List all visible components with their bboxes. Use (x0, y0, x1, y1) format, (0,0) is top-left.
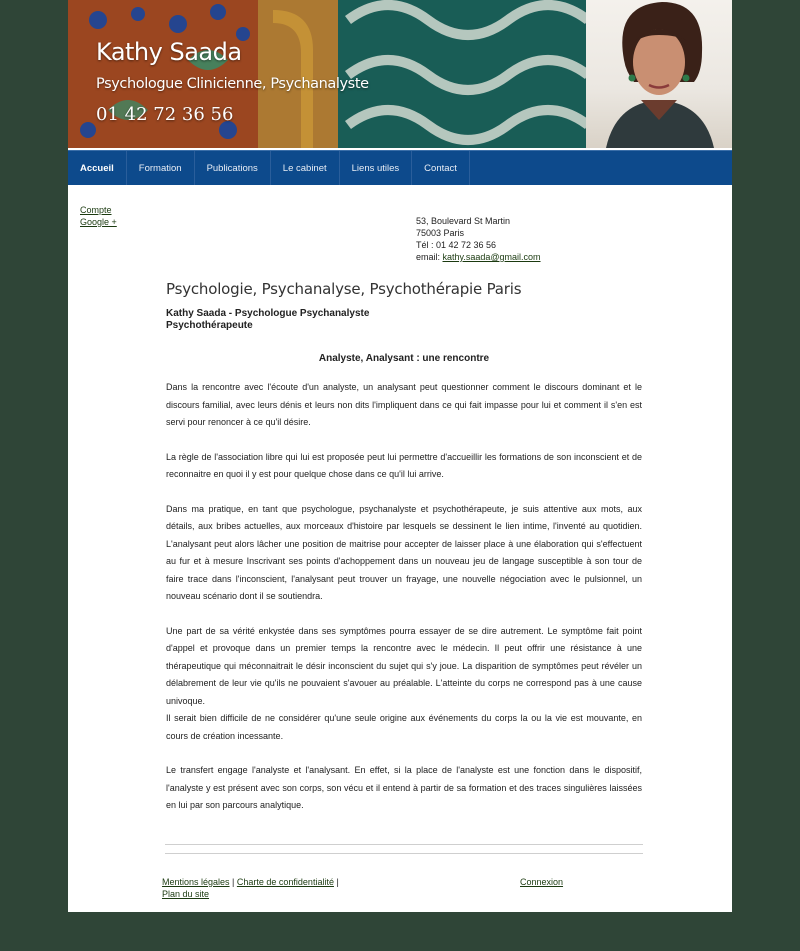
plan-du-site-link[interactable]: Plan du site (162, 889, 210, 899)
page-subtitle (166, 308, 642, 332)
page (68, 0, 732, 912)
paragraph-5: Il serait bien difficile de ne considérer qu'une seule origine aux événements du corps la ou la vie est mouvante, en cours de création incessante. (166, 713, 642, 741)
site-subtitle: Psychologue Clinicienne, Psychanalyste (96, 76, 369, 92)
nav-item-contact[interactable]: Contact (412, 151, 470, 185)
contact-address (416, 215, 541, 263)
header-banner (68, 0, 732, 148)
footer-login (520, 876, 563, 888)
main-navigation (68, 150, 732, 185)
site-name: Kathy Saada (96, 38, 242, 66)
nav-item-publications[interactable]: Publications (195, 151, 271, 185)
nav-item-formation[interactable]: Formation (127, 151, 195, 185)
connexion-link[interactable]: Connexion (520, 877, 564, 887)
paragraph-1: Dans la rencontre avec l'écoute d'un analyste, un analysant peut questionner comment le discours dominant et le discours familial, avec leurs dénis et leurs non dits l'impliquent dans ce qui fait impasse pour lui et comment il s'en est servi pour renoncer à ce qu'il désire. (166, 382, 642, 427)
address-tel: Tél : 01 42 72 36 56 (416, 240, 497, 250)
divider-top (165, 844, 643, 845)
paragraph-4: Une part de sa vérité enkystée dans ses symptômes pourra essayer de se dire autrement. Le symptôme fait point d'appel et provoque dans un premier temps la rencontre avec le médecin. Il peut offrir une résistance à une thérapeutique qui méconnaitrait le désir inconscient du sujet qui s'y joue. La disparition de symptômes peut révéler un délabrement de leur vie qu'ils ne pouvaient s'avouer au préalable. L'atteinte du corps ne correspond pas à une cause univoque. (166, 625, 642, 706)
address-street: 53, Boulevard St Martin (416, 216, 511, 226)
charte-confidentialite-link[interactable]: Charte de confidentialité (236, 877, 334, 887)
nav-item-le-cabinet[interactable]: Le cabinet (271, 151, 340, 185)
google-plus-account-link[interactable] (80, 205, 117, 227)
email-link[interactable]: kathy.saada@gmail.com (442, 252, 541, 262)
address-city: 75003 Paris (416, 228, 465, 238)
footer-links (162, 876, 362, 900)
mentions-legales-link[interactable]: Mentions légales (162, 877, 230, 887)
mosaic-artwork (68, 0, 586, 148)
compte-line-2: Google + (80, 217, 117, 227)
site-phone: 01 42 72 36 56 (96, 104, 234, 125)
main-content (166, 280, 642, 832)
google-plus-account-link-block (80, 204, 130, 228)
paragraph-6: Le transfert engage l'analyste et l'analysant. En effet, si la place de l'analyste est une fonction dans le dispositif, l'analyste y est présent avec son corps, son vécu et il entend à partir de sa formation et des traces singulières laissées en lui par son parcours analytique. (166, 765, 642, 810)
section-heading: Analyste, Analysant : une rencontre (318, 353, 490, 364)
paragraph-3: Dans ma pratique, en tant que psychologue, psychanalyste et psychothérapeute, je suis attentive aux mots, aux détails, aux bribes actuelles, aux morceaux d'histoire par lesquels se dessinent le lien intime, l'inventé au quotidien. L'analysant peut alors lâcher une position de maitrise pour accepter de laisser place à une élaboration qui s'effectuent au fur et à mesure Inscrivant ses points d'achoppement dans un nouveau jeu de langage susceptible à son tour de faire trace dans l'inconscient, l'analysant peut trouver un frayage, une nouvelle négociation avec le pulsionnel, un nouveau scénario dont il se soutiendra. (166, 503, 642, 601)
nav-item-accueil[interactable]: Accueil (68, 151, 127, 185)
compte-line-1: Compte (80, 205, 112, 215)
address-email-line (416, 251, 541, 263)
nav-item-liens-utiles[interactable]: Liens utiles (340, 151, 413, 185)
footer-separator-2: | (333, 877, 339, 887)
email-label: email: (416, 252, 443, 262)
portrait-photo (586, 0, 732, 148)
footer-separator-1: | (229, 877, 237, 887)
subtitle-line-2: Psychothérapeute (166, 320, 253, 331)
subtitle-line-1: Kathy Saada - Psychologue Psychanalyste (166, 308, 370, 319)
page-title: Psychologie, Psychanalyse, Psychothérapie Paris (166, 280, 522, 298)
divider-bottom (165, 853, 643, 854)
paragraph-2: La règle de l'association libre qui lui est proposée peut lui permettre d'accueillir les formations de son inconscient et de reconnaitre en quoi il y est pour quelque chose dans ce qu'il lui arrive. (166, 451, 642, 479)
